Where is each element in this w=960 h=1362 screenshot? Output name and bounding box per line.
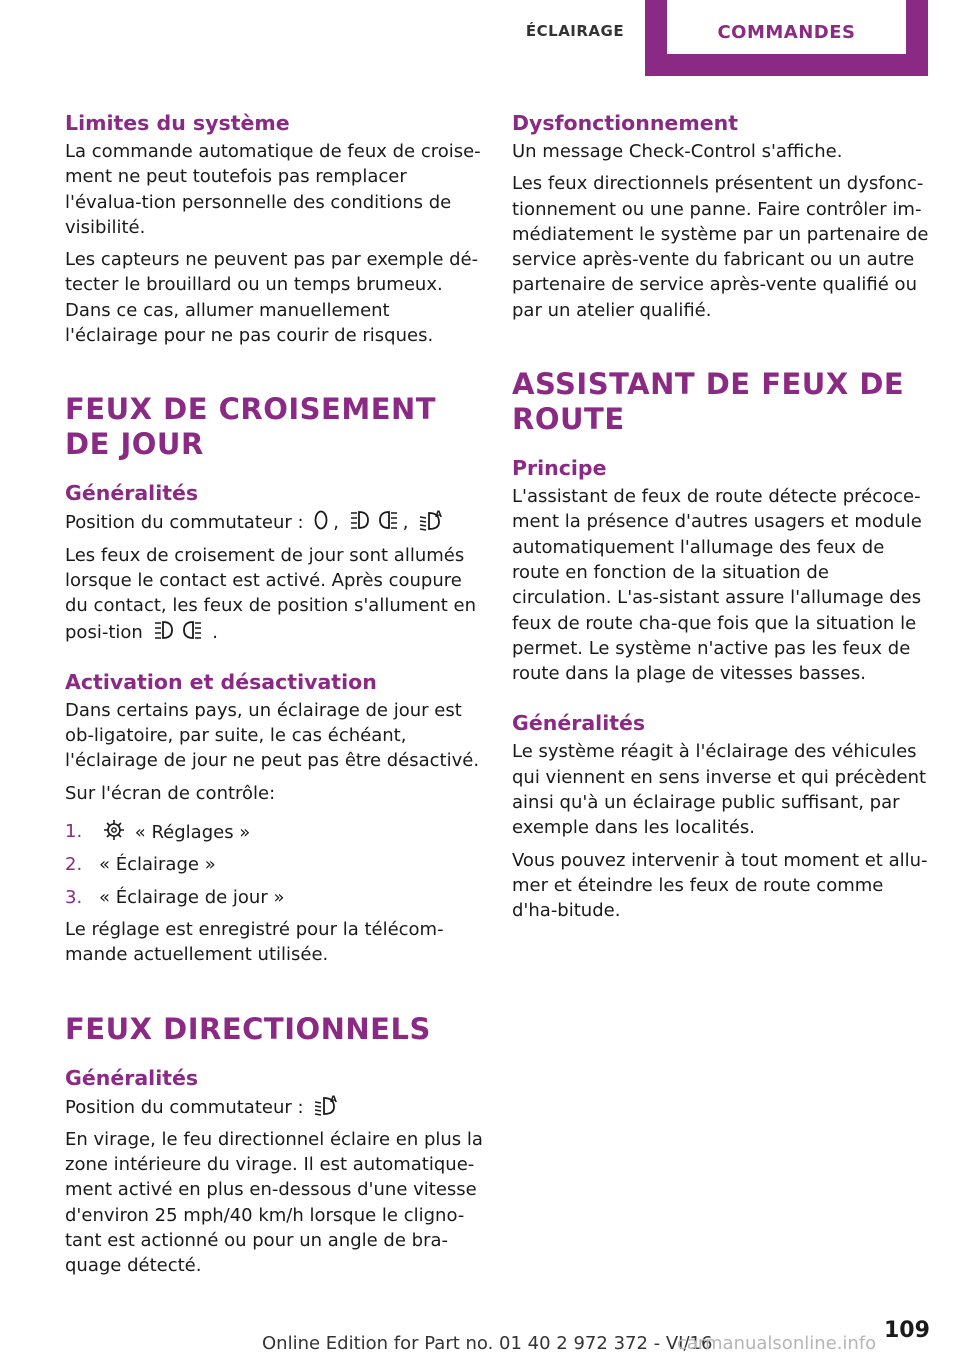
feux-directionnels-paragraph: En virage, le feu directionnel éclaire en plus la zone intérieure du virage. Il est automatique-ment activé en plus en-dessous d'une vitesse d'environ 25 mph/40 km/h lorsque le cligno-tant est actionné ou pour un angle de bra-quage détecté. <box>65 1128 483 1277</box>
position-prefix: Position du commutateur : <box>65 512 304 534</box>
watermark-text: carmanualsonline.info <box>677 1333 877 1354</box>
feux-jour-heading: FEUX DE CROISEMENT DE JOUR <box>65 392 437 462</box>
dysfonctionnement-paragraph-2: Les feux directionnels présentent un dysfonc-tionnement ou une panne. Faire contrôler im-médiatement le système par un partenaire de service après-vente du fabricant ou un autre partenaire de service après-vente qualifié ou par un atelier qualifié. <box>512 173 929 321</box>
parking-lights-icon <box>153 619 203 641</box>
list-item: 2. « Éclairage » <box>65 854 216 876</box>
right-column <box>512 110 932 931</box>
dysfonctionnement-paragraph-1: Un message Check-Control s'affiche. <box>512 141 843 162</box>
auto-headlight-icon <box>313 1094 339 1116</box>
limites-heading: Limites du système <box>65 111 290 135</box>
principe-paragraph: L'assistant de feux de route détecte précoce-ment la présence d'autres usagers et module automatiquement l'allumage des feux de route en fonction de la situation de circulation. L'as-sistant assure l'allumage des feux de route cha-que fois que la situation le permet. Le système n'active pas les feux de route dans la plage de vitesses basses. <box>512 486 922 685</box>
assistant-generalites-heading: Généralités <box>512 711 646 736</box>
svg-text:A: A <box>330 1094 338 1105</box>
assistant-heading: ASSISTANT DE FEUX DE ROUTE <box>512 367 905 437</box>
activation-paragraph-2: Sur l'écran de contrôle: <box>65 782 276 804</box>
edition-footer: Online Edition for Part no. 01 40 2 972 372 - VI/16 <box>262 1333 713 1354</box>
dysfonctionnement-heading: Dysfonctionnement <box>512 111 738 135</box>
assistant-generalites-paragraph-1: Le système réagit à l'éclairage des véhicules qui viennent en sens inverse et qui précèdent ainsi qu'à un éclairage public suffisant, par exemple dans les localités. <box>512 741 927 839</box>
page-number: 109 <box>884 1318 930 1343</box>
list-item: 3. « Éclairage de jour » <box>65 886 285 908</box>
parking-lights-icon <box>349 509 399 531</box>
auto-headlight-icon <box>418 509 444 531</box>
feux-jour-allumes-paragraph: Les feux de croisement de jour sont allumés lorsque le contact est activé. Après coupure du contact, les feux de position s'allument en posi-tion . <box>65 544 477 643</box>
settings-gear-icon <box>103 819 125 841</box>
feux-directionnels-generalites-heading: Généralités <box>65 1065 199 1090</box>
feux-jour-generalites-heading: Généralités <box>65 481 199 506</box>
limites-paragraph-2: Les capteurs ne peuvent pas par exemple dé-tecter le brouillard ou un temps brumeux. Dans ce cas, allumer manuellement l'éclairage pour ne pas courir de risques. <box>65 249 479 347</box>
feux-directionnels-heading: FEUX DIRECTIONNELS <box>65 1011 431 1046</box>
activation-steps <box>65 819 485 910</box>
activation-paragraph-3: Le réglage est enregistré pour la télécom-mande actuellement utilisée. <box>65 918 444 966</box>
light-off-icon <box>313 509 329 531</box>
assistant-generalites-paragraph-2: Vous pouvez intervenir à tout moment et allu-mer et éteindre les feux de route comme d'ha-bitude. <box>512 849 928 922</box>
feux-jour-position-line: Position du commutateur : , , A <box>65 509 485 535</box>
limites-paragraph-1: La commande automatique de feux de croise-ment ne peut toutefois pas remplacer l'évalua-tion personnelle des conditions de visibilité. <box>65 141 481 238</box>
header-chapter-label: COMMANDES <box>667 0 906 54</box>
activation-heading: Activation et désactivation <box>65 669 377 694</box>
list-item: 1. « Réglages » <box>65 821 251 844</box>
svg-text:A: A <box>435 510 443 521</box>
header-chapter-tab <box>645 0 928 76</box>
activation-paragraph-1: Dans certains pays, un éclairage de jour est ob-ligatoire, par suite, le cas échéant, l'éclairage de jour ne peut pas être désactivé. <box>65 699 480 772</box>
header-section-label: ÉCLAIRAGE <box>525 22 625 40</box>
left-column <box>65 110 485 1286</box>
principe-heading: Principe <box>512 456 607 481</box>
feux-directionnels-position-line: Position du commutateur : A <box>65 1094 485 1120</box>
